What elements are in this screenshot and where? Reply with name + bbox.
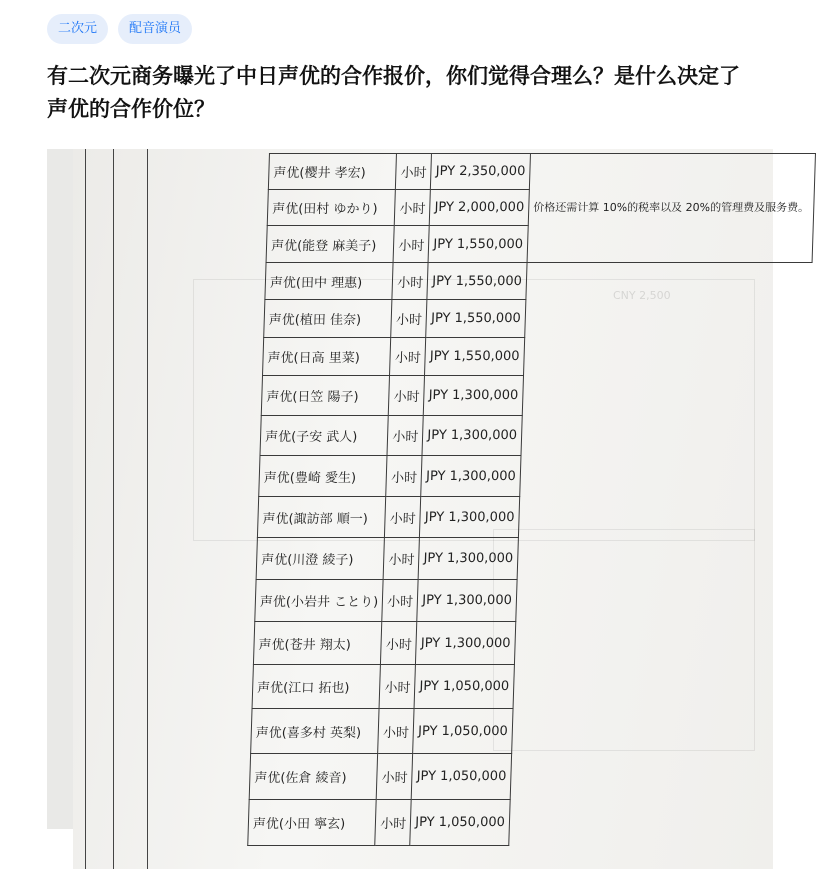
voice-actor-name-cell: 声优(喜多村 英梨) xyxy=(251,709,380,754)
table-row xyxy=(256,538,803,580)
price-cell: JPY 1,300,000 xyxy=(416,622,516,665)
unit-cell: 小时 xyxy=(376,754,412,800)
unit-cell: 小时 xyxy=(381,622,417,665)
table-row xyxy=(268,154,815,190)
voice-actor-name-cell: 声优(子安 武人) xyxy=(260,416,389,456)
price-cell: JPY 1,550,000 xyxy=(426,300,526,338)
unit-cell: 小时 xyxy=(386,456,422,497)
voice-actor-name-cell: 声优(田村 ゆかり) xyxy=(267,190,395,226)
voice-actor-name-cell: 声优(江口 拓也) xyxy=(252,665,381,709)
unit-cell: 小时 xyxy=(383,538,419,580)
price-cell: JPY 1,550,000 xyxy=(427,263,527,300)
unit-cell: 小时 xyxy=(395,190,431,226)
price-cell: JPY 2,000,000 xyxy=(430,190,530,226)
price-cell: JPY 1,050,000 xyxy=(413,709,513,754)
price-table-wrap xyxy=(247,153,816,846)
price-cell: JPY 1,550,000 xyxy=(425,338,525,376)
table-border-line xyxy=(113,149,114,869)
voice-actor-name-cell: 声优(田中 理惠) xyxy=(265,263,393,300)
voice-actor-name-cell: 声优(小田 寧玄) xyxy=(248,800,377,846)
voice-actor-name-cell: 声优(佐倉 綾音) xyxy=(249,754,378,800)
question-title[interactable]: 有二次元商务曝光了中日声优的合作报价，你们觉得合理么？是什么决定了声优的合作价位？ xyxy=(47,64,740,121)
table-row xyxy=(264,300,811,338)
table-border-line xyxy=(85,149,86,869)
unit-cell: 小时 xyxy=(378,709,414,754)
price-cell: JPY 1,300,000 xyxy=(417,580,517,622)
voice-actor-name-cell: 声优(諏訪部 順一) xyxy=(257,497,386,538)
unit-cell: 小时 xyxy=(382,580,418,622)
voice-actor-name-cell: 声优(日笠 陽子) xyxy=(261,376,390,416)
pricing-note-cell: 价格还需计算 10%的税率以及 20%的管理费及服务费。 xyxy=(527,154,815,263)
price-cell: JPY 2,350,000 xyxy=(431,154,531,190)
table-row xyxy=(261,376,808,416)
topic-tags xyxy=(47,14,192,44)
table-row xyxy=(265,263,812,300)
table-row xyxy=(255,580,802,622)
table-border-line xyxy=(147,149,148,869)
price-cell: JPY 1,050,000 xyxy=(411,754,511,800)
topic-tag-voice-actor[interactable]: 配音演员 xyxy=(118,14,192,44)
unit-cell: 小时 xyxy=(389,376,425,416)
table-row xyxy=(248,800,795,846)
voice-actor-name-cell: 声优(川澄 綾子) xyxy=(256,538,385,580)
voice-actor-name-cell: 声优(能登 麻美子) xyxy=(266,226,394,263)
price-cell: JPY 1,300,000 xyxy=(421,456,521,497)
price-cell: JPY 1,300,000 xyxy=(420,497,520,538)
table-row xyxy=(253,622,800,665)
unit-cell: 小时 xyxy=(379,665,415,709)
table-row xyxy=(257,497,804,538)
table-row xyxy=(252,665,799,709)
table-row xyxy=(263,338,810,376)
table-row xyxy=(260,416,807,456)
price-list-photo xyxy=(47,149,810,832)
price-table xyxy=(247,153,816,846)
unit-cell: 小时 xyxy=(387,416,423,456)
unit-cell: 小时 xyxy=(393,226,429,263)
voice-actor-name-cell: 声优(植田 佳奈) xyxy=(264,300,392,338)
voice-actor-name-cell: 声优(樱井 孝宏) xyxy=(268,154,396,190)
unit-cell: 小时 xyxy=(396,154,432,190)
price-cell: JPY 1,550,000 xyxy=(428,226,528,263)
price-cell: JPY 1,050,000 xyxy=(410,800,510,846)
paper-sheet xyxy=(73,149,810,869)
unit-cell: 小时 xyxy=(375,800,411,846)
table-row xyxy=(259,456,806,497)
price-cell: JPY 1,300,000 xyxy=(422,416,522,456)
price-cell: JPY 1,050,000 xyxy=(414,665,514,709)
unit-cell: 小时 xyxy=(390,338,426,376)
bleed-through-text: CNY 2,500 xyxy=(613,289,671,302)
unit-cell: 小时 xyxy=(385,497,421,538)
unit-cell: 小时 xyxy=(392,263,428,300)
voice-actor-name-cell: 声优(苍井 翔太) xyxy=(253,622,382,665)
voice-actor-name-cell: 声优(日高 里菜) xyxy=(263,338,391,376)
topic-tag-anime[interactable]: 二次元 xyxy=(47,14,108,44)
voice-actor-name-cell: 声优(豊崎 愛生) xyxy=(259,456,388,497)
table-row xyxy=(249,754,796,800)
unit-cell: 小时 xyxy=(391,300,427,338)
price-cell: JPY 1,300,000 xyxy=(424,376,524,416)
voice-actor-name-cell: 声优(小岩井 ことり) xyxy=(255,580,384,622)
table-row xyxy=(251,709,798,754)
price-cell: JPY 1,300,000 xyxy=(418,538,518,580)
